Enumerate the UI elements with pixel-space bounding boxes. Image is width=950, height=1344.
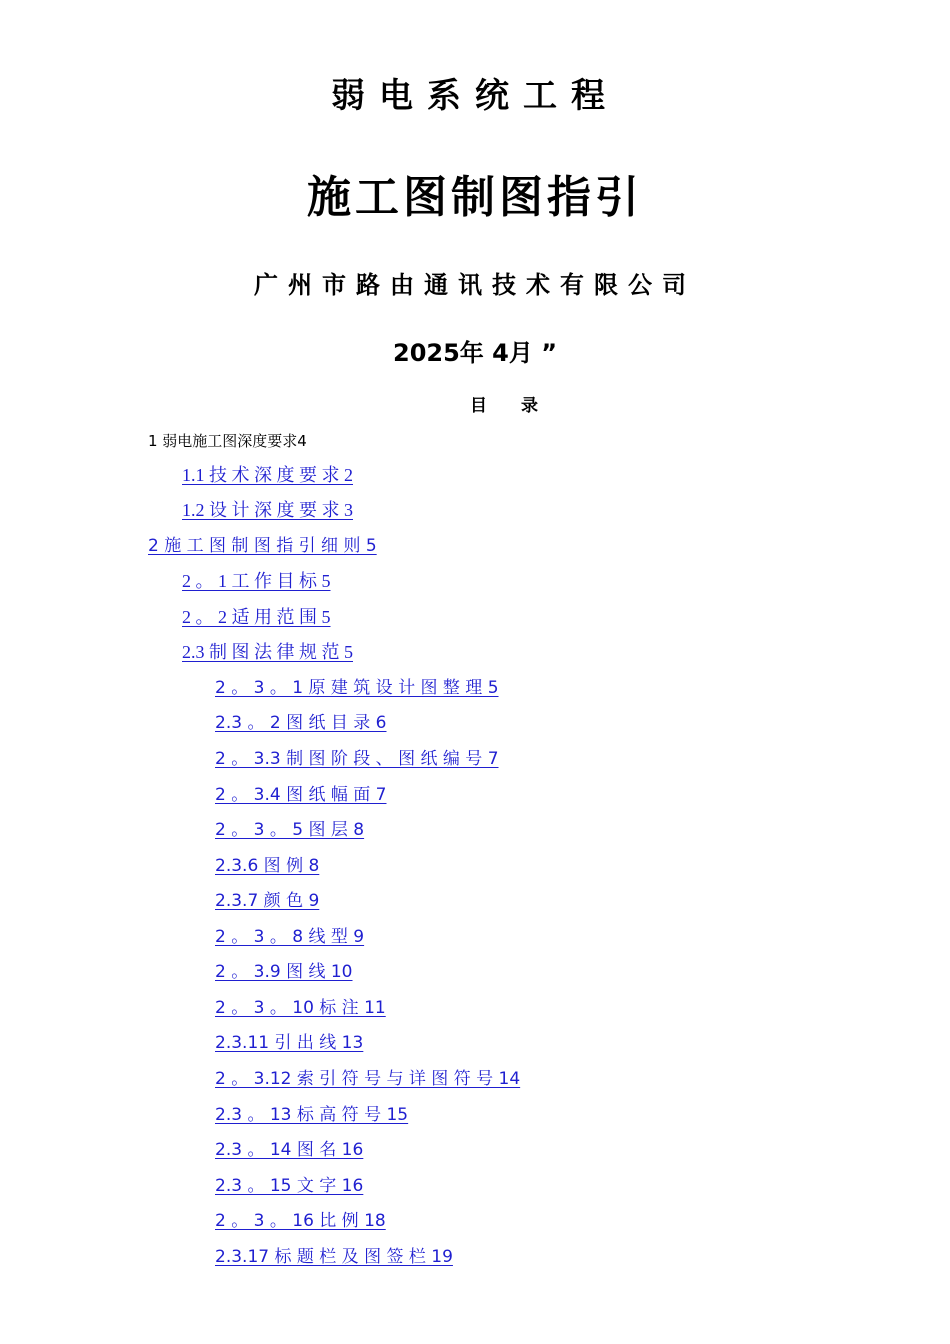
toc-item: 1 弱电施工图深度要求4: [148, 432, 307, 450]
toc-link[interactable]: 2.3 。 14 图 名 16: [215, 1140, 364, 1160]
toc-link[interactable]: 2.3 。 13 标 高 符 号 15: [215, 1105, 409, 1125]
document-date: 2025年 4月 ”: [393, 339, 557, 367]
toc-link[interactable]: 2 。 3 。 10 标 注 11: [215, 998, 386, 1018]
toc-link[interactable]: 2 。 3 。 1 原 建 筑 设 计 图 整 理 5: [215, 678, 499, 698]
document-title-line1: 弱电系统工程: [331, 76, 619, 116]
toc-link[interactable]: 2 。 3 。 8 线 型 9: [215, 927, 365, 947]
toc-link[interactable]: 2 施 工 图 制 图 指 引 细 则 5: [148, 536, 377, 556]
company-name: 广州市路由通讯技术有限公司: [254, 271, 696, 299]
toc-link[interactable]: 2.3.6 图 例 8: [215, 856, 320, 876]
toc-link[interactable]: 2 。 3.12 索 引 符 号 与 详 图 符 号 14: [215, 1069, 521, 1089]
toc-link[interactable]: 2.3 。 15 文 字 16: [215, 1176, 364, 1196]
toc-link[interactable]: 2 。 3.3 制 图 阶 段 、 图 纸 编 号 7: [215, 749, 499, 769]
toc-link[interactable]: 2 。 2 适 用 范 围 5: [182, 607, 331, 627]
toc-link[interactable]: 1.1 技 术 深 度 要 求 2: [182, 465, 353, 485]
toc-link[interactable]: 2 。 3.4 图 纸 幅 面 7: [215, 785, 387, 805]
toc-link[interactable]: 2.3.7 颜 色 9: [215, 891, 320, 911]
toc-link[interactable]: 2 。 3 。 5 图 层 8: [215, 820, 365, 840]
toc-link[interactable]: 1.2 设 计 深 度 要 求 3: [182, 500, 353, 520]
toc-link[interactable]: 2 。 3.9 图 线 10: [215, 962, 353, 982]
toc-link[interactable]: 2.3.11 引 出 线 13: [215, 1033, 364, 1053]
toc-heading: 目 录: [470, 396, 552, 416]
toc-link[interactable]: 2.3.17 标 题 栏 及 图 签 栏 19: [215, 1247, 453, 1267]
toc-link[interactable]: 2 。 1 工 作 目 标 5: [182, 571, 331, 591]
toc-link[interactable]: 2.3 制 图 法 律 规 范 5: [182, 642, 353, 662]
toc-link[interactable]: 2 。 3 。 16 比 例 18: [215, 1211, 386, 1231]
toc-link[interactable]: 2.3 。 2 图 纸 目 录 6: [215, 713, 387, 733]
document-title-line2: 施工图制图指引: [307, 172, 643, 223]
